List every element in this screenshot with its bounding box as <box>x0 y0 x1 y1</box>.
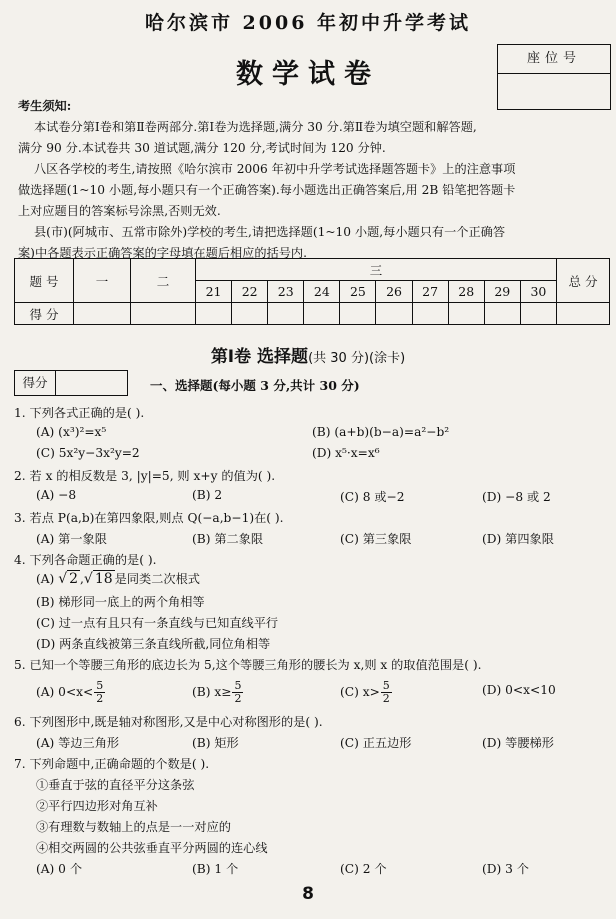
option-d: (D) 3 个 <box>482 862 529 876</box>
score-cell[interactable] <box>376 303 412 325</box>
score-cell[interactable] <box>74 303 131 325</box>
notice-line: 满分 90 分.本试卷共 30 道试题,满分 120 分,考试时间为 120 分钟. <box>18 141 386 155</box>
question-number-cell: 28 <box>448 281 484 303</box>
fraction-numerator: 5 <box>234 679 242 692</box>
option-c <box>340 680 393 705</box>
option-c: (C) 2 个 <box>340 862 387 876</box>
square-root-expression: √ 2 <box>58 571 79 587</box>
question-number-cell: 23 <box>268 281 304 303</box>
total-score-header: 总 分 <box>557 259 610 303</box>
seat-number-label: 座位号 <box>498 45 610 74</box>
option-b: (B) 1 个 <box>192 862 239 876</box>
score-cell[interactable] <box>196 303 232 325</box>
option-b-text: (B) x≥ <box>192 685 232 699</box>
question-number-cell: 27 <box>412 281 448 303</box>
question-stem: 6. 下列图形中,既是轴对称图形,又是中心对称图形的是( ). <box>14 715 323 729</box>
paper-subtitle: 数学试卷 <box>236 59 380 90</box>
section-one-header: 一 <box>74 259 131 303</box>
question-number-cell: 21 <box>196 281 232 303</box>
question-number-cell: 26 <box>376 281 412 303</box>
question-number-cell: 25 <box>340 281 376 303</box>
option-a: (A) (x³)²=x⁵ <box>36 425 107 439</box>
question-stem: 1. 下列各式正确的是( ). <box>14 406 145 420</box>
statement-item: ②平行四边形对角互补 <box>36 799 158 813</box>
option-c: (C) 过一点有且只有一条直线与已知直线平行 <box>36 616 279 630</box>
notice-line: 本试卷分第Ⅰ卷和第Ⅱ卷两部分.第Ⅰ卷为选择题,满分 30 分.第Ⅱ卷为填空题和解答题, <box>34 120 477 134</box>
score-cell[interactable] <box>557 303 610 325</box>
question-stem: 5. 已知一个等腰三角形的底边长为 5,这个等腰三角形的腰长为 x,则 x 的取值范围是( ). <box>14 658 482 672</box>
score-cell[interactable] <box>268 303 304 325</box>
section-two-header: 二 <box>131 259 196 303</box>
question-stem: 2. 若 x 的相反数是 3, |y|=5, 则 x+y 的值为( ). <box>14 469 276 483</box>
option-d: (D) −8 或 2 <box>482 490 551 504</box>
option-b: (B) 第二象限 <box>192 532 264 546</box>
notice-line: 做选择题(1~10 小题,每小题只有一个正确答案).每小题选出正确答案后,用 2B 铅笔把答题卡 <box>18 183 516 197</box>
option-d: (D) 第四象限 <box>482 532 554 546</box>
option-c: (C) 第三象限 <box>340 532 412 546</box>
part-heading: 一、选择题(每小题 3 分,共计 30 分) <box>150 378 360 393</box>
fraction-denominator: 2 <box>234 692 242 705</box>
statement-item: ①垂直于弦的直径平分这条弦 <box>36 778 195 792</box>
option-b: (B) 梯形同一底上的两个角相等 <box>36 595 205 609</box>
fraction <box>381 680 392 705</box>
score-cell[interactable] <box>304 303 340 325</box>
question-stem: 4. 下列各命题正确的是( ). <box>14 553 157 567</box>
option-d: (D) x⁵·x=x⁶ <box>312 446 380 460</box>
section-title-note: (共 30 分)(涂卡) <box>308 351 406 366</box>
option-b: (B) 矩形 <box>192 736 239 750</box>
option-a: (A) √ 2 ,√ 18 是同类二次根式 <box>36 571 200 587</box>
fraction-denominator: 2 <box>96 692 104 705</box>
question-number-cell: 29 <box>484 281 520 303</box>
score-table <box>14 258 610 325</box>
score-cell[interactable] <box>520 303 556 325</box>
question-number-cell: 24 <box>304 281 340 303</box>
option-c: (C) 8 或−2 <box>340 490 405 504</box>
seat-number-box <box>497 44 611 110</box>
notice-line: 案)中各题表示正确答案的字母填在题后相应的括号内. <box>18 246 307 260</box>
radicand: 18 <box>94 571 113 587</box>
section-title-main: 第Ⅰ卷 选择题 <box>210 347 309 367</box>
option-b: (B) 2 <box>192 488 223 502</box>
score-cell[interactable] <box>448 303 484 325</box>
question-number-label: 题 号 <box>15 259 74 303</box>
option-a-prefix: (A) <box>36 572 55 586</box>
notice-line: 上对应题目的答案标号涂黑,否则无效. <box>18 204 221 218</box>
score-box-label: 得分 <box>15 371 56 395</box>
option-a-suffix: 是同类二次根式 <box>114 572 200 586</box>
fraction-denominator: 2 <box>382 692 390 705</box>
section-three-header: 三 <box>196 259 557 281</box>
option-d: (D) 0<x<10 <box>482 683 556 697</box>
question-stem: 7. 下列命题中,正确命题的个数是( ). <box>14 757 210 771</box>
statement-item: ④相交两圆的公共弦垂直平分两圆的连心线 <box>36 841 268 855</box>
score-row-label: 得 分 <box>15 303 74 325</box>
option-b: (B) (a+b)(b−a)=a²−b² <box>312 425 450 439</box>
statement-item: ③有理数与数轴上的点是一一对应的 <box>36 820 231 834</box>
notice-line: 八区各学校的考生,请按照《哈尔滨市 2006 年初中升学考试选择题答题卡》上的注意事项 <box>34 162 516 176</box>
fraction <box>232 680 243 705</box>
option-d: (D) 两条直线被第三条直线所截,同位角相等 <box>36 637 271 651</box>
question-number-cell: 30 <box>520 281 556 303</box>
score-cell[interactable] <box>340 303 376 325</box>
score-box <box>14 370 128 396</box>
score-cell[interactable] <box>412 303 448 325</box>
square-root-expression: √ 18 <box>83 571 113 587</box>
notice-line: 县(市)(阿城市、五常市除外)学校的考生,请把选择题(1~10 小题,每小题只有一个正确答 <box>34 225 506 239</box>
option-a: (A) −8 <box>36 488 77 502</box>
radicand: 2 <box>69 571 79 587</box>
option-c: (C) 正五边形 <box>340 736 412 750</box>
option-b <box>192 680 244 705</box>
page-number: 8 <box>302 884 314 904</box>
section-title <box>0 342 616 367</box>
question-stem: 3. 若点 P(a,b)在第四象限,则点 Q(−a,b−1)在( ). <box>14 511 284 525</box>
option-c-text: (C) x> <box>340 685 380 699</box>
score-cell[interactable] <box>232 303 268 325</box>
fraction-numerator: 5 <box>96 679 104 692</box>
question-number-cell: 22 <box>232 281 268 303</box>
option-c: (C) 5x²y−3x²y=2 <box>36 446 140 460</box>
option-a: (A) 等边三角形 <box>36 736 120 750</box>
option-d: (D) 等腰梯形 <box>482 736 554 750</box>
exam-title: 哈尔滨市 2006 年初中升学考试 <box>144 12 472 34</box>
notice-heading: 考生须知: <box>18 99 72 113</box>
score-cell[interactable] <box>484 303 520 325</box>
score-cell[interactable] <box>131 303 196 325</box>
option-a-text: (A) 0<x< <box>36 685 94 699</box>
option-a: (A) 第一象限 <box>36 532 107 546</box>
fraction-numerator: 5 <box>382 679 390 692</box>
option-a <box>36 680 106 705</box>
option-a: (A) 0 个 <box>36 862 83 876</box>
fraction <box>94 680 105 705</box>
